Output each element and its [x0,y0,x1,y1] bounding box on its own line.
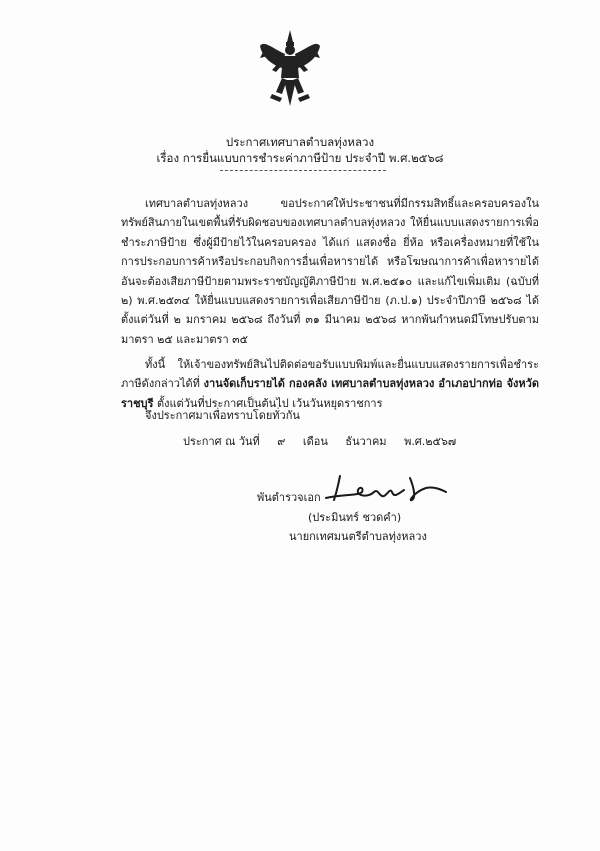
contact-office: งานจัดเก็บรายได้ กองคลัง เทศบาลตำบลทุ่งหลวง อำเภอปากท่อ จังหวัดราชบุรี [121,377,539,410]
date-year: พ.ศ.๒๕๖๗ [404,435,457,448]
paragraph-contact [121,355,539,413]
contact-tail: ตั้งแต่วันที่ประกาศเป็นต้นไป เว้นวันหยุดราชการ [153,396,383,410]
signer-rank: พันตำรวจเอก [257,491,321,504]
contact-lead: ทั้งนี้ ให้เจ้าของทรัพย์สินไปติดต่อขอรับแบบพิมพ์และยื่นแบบแสดงรายการเพื่อชำระภาษีดังกล่าวได้ที่ [121,358,539,391]
header-divider [220,170,386,171]
document-subject: เรื่อง การยื่นแบบการชำระค่าภาษีป้าย ประจำปี พ.ศ.๒๕๖๘ [156,151,444,165]
date-month-label: เดือน [302,435,328,448]
date-month: ธันวาคม [345,435,387,448]
closing-line: จึงประกาศมาเพื่อทราบโดยทั่วกัน [145,409,300,422]
handwritten-signature [318,468,448,508]
document-header [0,134,600,166]
date-day: ๙ [277,435,286,448]
date-prefix: ประกาศ ณ วันที่ [183,435,260,448]
document-title: ประกาศเทศบาลตำบลทุ่งหลวง [225,135,375,149]
garuda-emblem-icon [258,28,322,112]
date-line [183,432,470,450]
signer-position: นายกเทศมนตรีตำบลทุ่งหลวง [289,530,427,543]
signer-name: (ประมินทร์ ชวดคำ) [308,511,402,524]
paragraph-announcement: เทศบาลตำบลทุ่งหลวง ขอประกาศให้ประชาชนที่มีกรรมสิทธิ์และครอบครองในทรัพย์สินภายในเขตพื้นที่รับผิดชอบของเทศบาลตำบลทุ่งหลวง ให้ยื่นแบบแสดงรายการเพื่อชำระภาษีป้าย ซึ่งผู้มีป้ายไว้ในครอบครอง ได้แก่ แสดงชื่อ ยี่ห้อ หรือเครื่องหมายที่ใช้ในการประกอบการค้าหรือประกอบกิจการอื่นเพื่อหารายได้ หรือโฆษณาการค้าเพื่อหารายได้ อันจะต้องเสียภาษีป้ายตามพระราชบัญญัติภาษีป้าย พ.ศ.๒๕๑๐ และแก้ไขเพิ่มเติม (ฉบับที่ ๒) พ.ศ.๒๕๓๔ ให้ยื่นแบบแสดงรายการเพื่อเสียภาษีป้าย (ภ.ป.๑) ประจำปีภาษี ๒๕๖๘ ได้ตั้งแต่วันที่ ๒ มกราคม ๒๕๖๘ ถึงวันที่ ๓๑ มีนาคม ๒๕๖๘ หากพ้นกำหนดมีโทษปรับตามมาตรา ๒๕ และมาตรา ๓๕ [121,197,539,346]
